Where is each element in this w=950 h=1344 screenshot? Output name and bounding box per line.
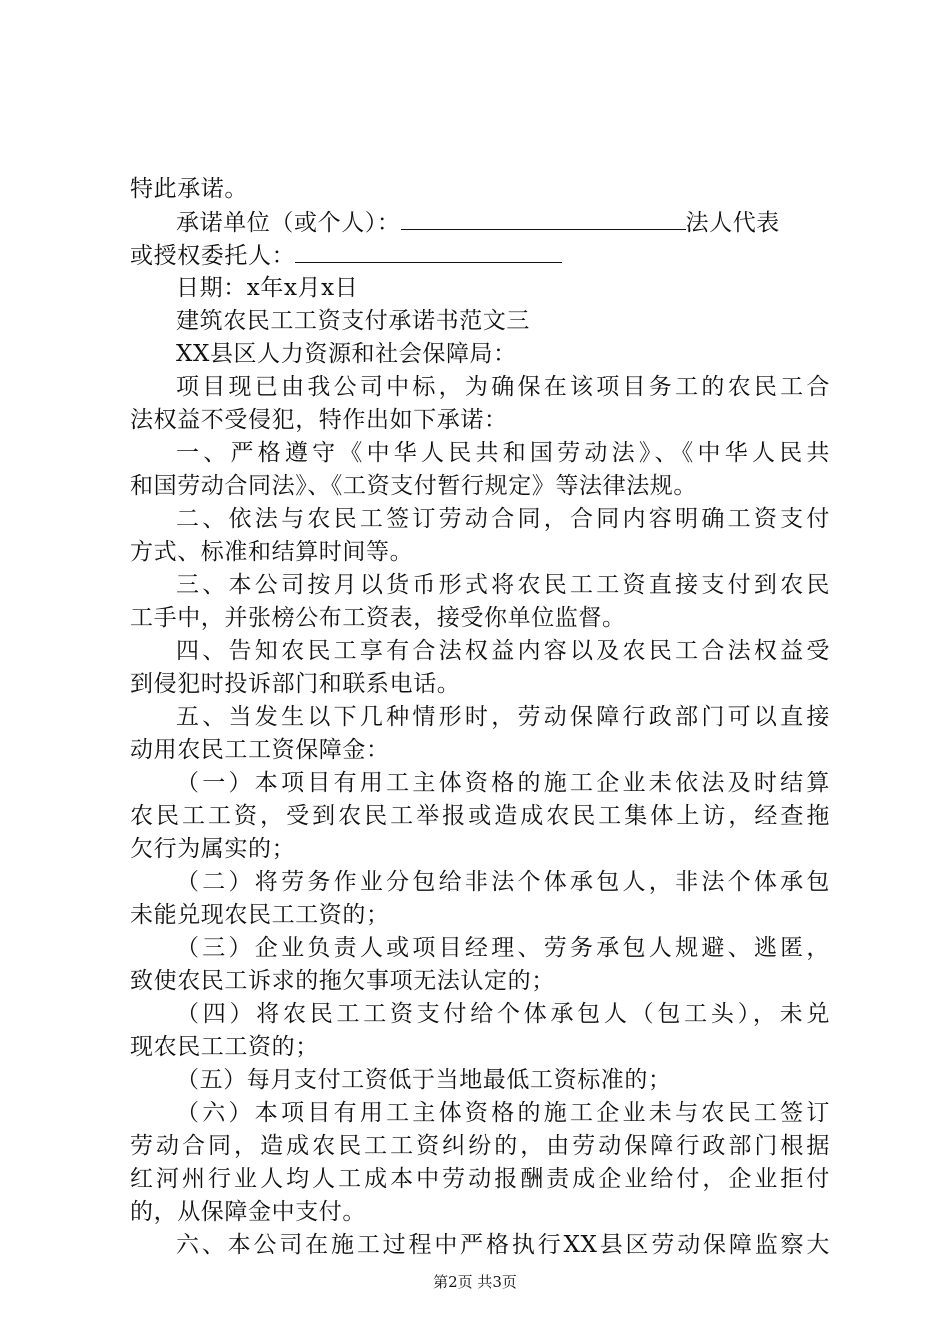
text-line: 四、告知农民工享有合法权益内容以及农民工合法权益受 [176, 638, 830, 664]
text-line: （四）将农民工工资支付给个体承包人（包工头），未兑 [176, 1001, 830, 1027]
addressee: XX县区人力资源和社会保障局： [176, 341, 517, 367]
text-line: 工手中，并张榜公布工资表，接受你单位监督。 [130, 605, 626, 631]
text-line: 的，从保障金中支付。 [130, 1199, 366, 1225]
text-line: 六、本公司在施工过程中严格执行XX县区劳动保障监察大 [176, 1232, 830, 1258]
text-line: 致使农民工诉求的拖欠事项无法认定的； [130, 968, 555, 994]
signature-line [130, 207, 830, 239]
text-line: 和国劳动合同法》、《工资支付暂行规定》等法律法规。 [130, 473, 697, 499]
text-line: 劳动合同，造成农民工工资纠纷的，由劳动保障行政部门根据 [130, 1133, 830, 1159]
delegate-label: 或授权委托人： [130, 243, 296, 269]
promisor-blank [401, 207, 686, 230]
text-line: 动用农民工工资保障金： [130, 737, 390, 763]
text-line: 二、依法与农民工签订劳动合同，合同内容明确工资支付 [176, 506, 830, 532]
text-line: （三）企业负责人或项目经理、劳务承包人规避、逃匿， [176, 935, 830, 961]
page-footer: 第2页 共3页 [433, 1273, 517, 1291]
text-line: 三、本公司按月以货币形式将农民工工资直接支付到农民 [176, 572, 830, 598]
date-line: 日期：x年x月x日 [176, 275, 359, 301]
legal-rep-label: 法人代表 [685, 210, 780, 236]
text-line: 未能兑现农民工工资的； [130, 902, 390, 928]
text-line: （五）每月支付工资低于当地最低工资标准的； [176, 1067, 672, 1093]
text-line: 现农民工工资的； [130, 1034, 319, 1060]
delegate-line [130, 240, 830, 272]
text-line: 农民工工资，受到农民工举报或造成农民工集体上访，经查拖 [130, 803, 830, 829]
text-line: （六）本项目有用工主体资格的施工企业未与农民工签订 [176, 1100, 830, 1126]
text-line: 法权益不受侵犯，特作出如下承诺： [130, 407, 508, 433]
text-line: 项目现已由我公司中标，为确保在该项目务工的农民工合 [176, 374, 830, 400]
promisor-label: 承诺单位（或个人）： [176, 210, 401, 236]
text-line: 方式、标准和结算时间等。 [130, 539, 414, 565]
delegate-blank [295, 240, 562, 263]
text-line: 一、严格遵守《中华人民共和国劳动法》、《中华人民共 [176, 440, 830, 466]
text-line: 欠行为属实的； [130, 836, 296, 862]
text-line: 五、当发生以下几种情形时，劳动保障行政部门可以直接 [176, 704, 830, 730]
text-line: （一）本项目有用工主体资格的施工企业未依法及时结算 [176, 770, 830, 796]
text-line: 到侵犯时投诉部门和联系电话。 [130, 671, 461, 697]
section-title: 建筑农民工工资支付承诺书范文三 [176, 308, 530, 334]
text-line: 特此承诺。 [130, 176, 248, 202]
text-line: （二）将劳务作业分包给非法个体承包人，非法个体承包 [176, 869, 830, 895]
text-line: 红河州行业人均人工成本中劳动报酬责成企业给付，企业拒付 [130, 1166, 830, 1192]
